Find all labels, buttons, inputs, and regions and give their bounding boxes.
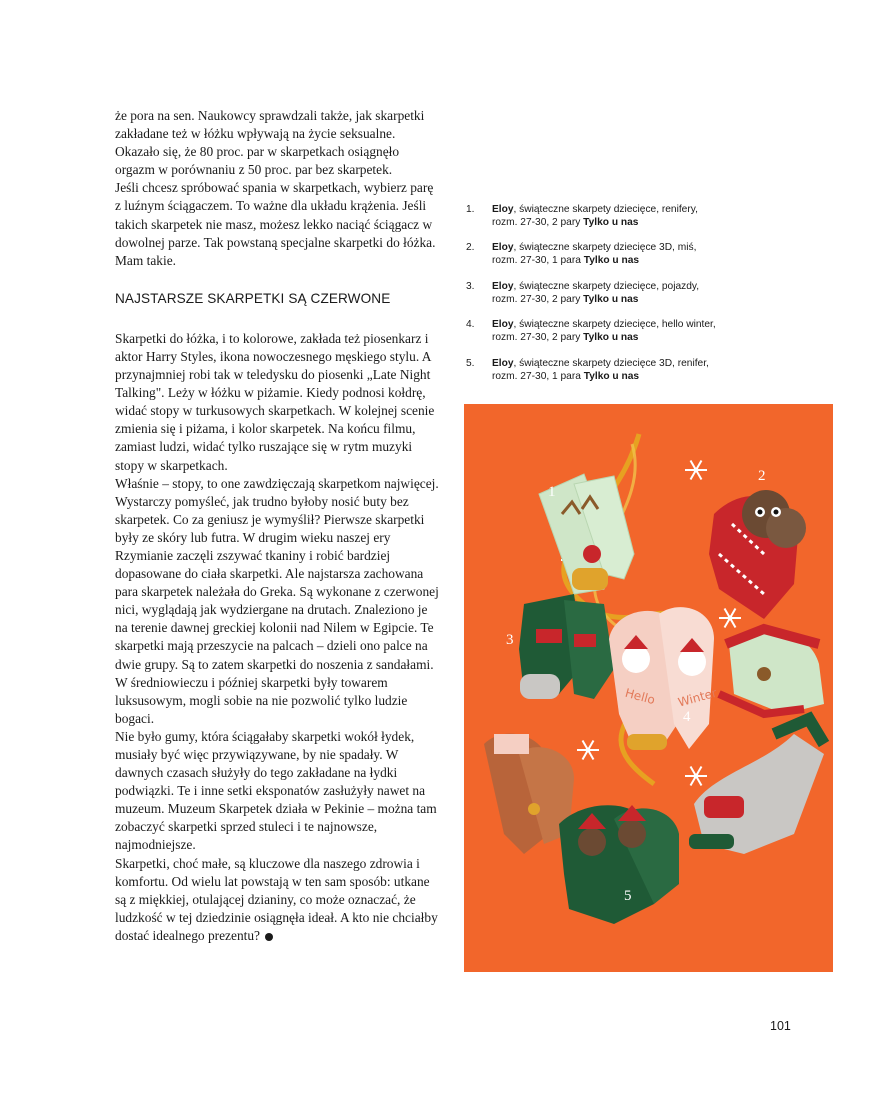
list-item-number: 5. (466, 357, 475, 369)
page-number: 101 (770, 1019, 791, 1033)
snowflake-icon (719, 609, 741, 628)
sock-pair-3 (519, 594, 614, 699)
list-item-text (492, 242, 696, 267)
photo-illustration (464, 404, 833, 972)
list-item-desc: , świąteczne skarpety dziecięce, hello winter, (513, 319, 716, 331)
list-item-brand: Eloy (492, 319, 514, 331)
sock-pair-5 (559, 805, 679, 924)
list-item-desc: , świąteczne skarpety dziecięce, pojazdy, (513, 280, 700, 292)
list-item-text (492, 358, 709, 383)
article-paragraph: że pora na sen. Naukowcy sprawdzali także, jak skarpetki zakładane też w łóżku wpływają na życie seksualne. Okazało się, że 80 proc. par w skarpetkach osiągnęło orgazm w porównaniu z 50 proc. par bez skarpetek. (115, 108, 425, 178)
list-item-brand: Eloy (492, 357, 514, 369)
article-paragraph-last (115, 855, 440, 945)
list-item-tag: Tylko u nas (583, 216, 639, 228)
list-item-tag: Tylko u nas (583, 332, 639, 344)
photo-label-1: 1 (548, 484, 556, 500)
snowflake-icon (577, 741, 599, 760)
list-item-text (492, 204, 698, 229)
list-item (466, 319, 766, 344)
list-item-brand: Eloy (492, 280, 514, 292)
sock-pair-8 (689, 719, 824, 854)
sock-text: Hello (623, 685, 657, 708)
photo-label-4: 4 (683, 709, 691, 725)
list-item (466, 281, 766, 306)
sock-text: Winter (676, 685, 719, 710)
list-item-number: 2. (466, 242, 475, 254)
product-list (466, 204, 766, 396)
list-item (466, 204, 766, 229)
list-item-size: rozm. 27-30, 1 para (492, 370, 584, 382)
list-item-size: rozm. 27-30, 2 pary (492, 332, 584, 344)
list-item-size: rozm. 27-30, 1 para (492, 255, 584, 267)
section-heading: NAJSTARSZE SKARPETKI SĄ CZERWONE (115, 290, 391, 306)
list-item-number: 4. (466, 319, 475, 331)
snowflake-icon (685, 767, 707, 786)
article-paragraph: Właśnie – stopy, to one zawdzięczają skarpetkom najwięcej. Wystarczy pomyśleć, jak trudno byłoby nosić buty bez skarpetek. Co za geniusz je wymyślił? Pierwsze skarpetki były ze skóry lub futra. W drugim wieku naszej ery Rzymianie zaczęli zszywać tkaniny i robić bardziej dopasowane do ciała skarpetki. Ale najstarsza zachowana para skarpetek należała do Greka. Są wykonane z czerwonej nici, wyglądają jak wydziergane na drutach. Znaleziono je na terenie dawnej greckiej kolonii nad Nilem w Egipcie. Te skarpetki mają przeszycie na palcach – dzieli ono palce na dwie grupy. Są to zatem skarpetki do noszenia z sandałami. W średniowieczu i później skarpetki były towarem luksusowym, mogli sobie na nie pozwolić tylko ludzie bogaci. (115, 475, 439, 726)
photo-label-5: 5 (624, 888, 632, 904)
article-paragraph: Jeśli chcesz spróbować spania w skarpetkach, wybierz parę z luźnym ściągaczem. To ważne dla układu krążenia. Jeśli takich skarpetek nie masz, możesz lekko naciąć ściągacz w dowolnej parze. Tak powstaną specjalne skarpetki do łóżka. Mam takie. (115, 180, 436, 268)
article-paragraph: Skarpetki do łóżka, i to kolorowe, zakłada też piosenkarz i aktor Harry Styles, ikona nowoczesnego męskiego stylu. A przynajmniej robi tak w teledysku do piosenki „Late Night Talking". Leży w łóżku w piżamie. Kiedy podnosi kołdrę, widać stopy w turkusowych skarpetkach. W kolejnej scenie zmienia się i piżama, i kolor skarpetek. Na końcu filmu, zamiast ludzi, widać tylko ruszające się w rytm muzyki stopy w skarpetkach. (115, 330, 435, 473)
list-item-text (492, 281, 699, 306)
list-item-brand: Eloy (492, 204, 514, 215)
list-item-desc: , świąteczne skarpety dziecięce, renifery, (513, 204, 698, 215)
snowflake-icon (685, 461, 707, 480)
list-item-brand: Eloy (492, 242, 514, 254)
sock-pair-6 (719, 629, 824, 714)
list-item-size: rozm. 27-30, 2 pary (492, 293, 584, 305)
list-item-tag: Tylko u nas (583, 370, 640, 382)
list-item-desc: , świąteczne skarpety dziecięce 3D, renifer, (513, 357, 709, 369)
photo-label-3: 3 (506, 632, 514, 648)
list-item (466, 242, 766, 267)
list-item (466, 358, 766, 383)
end-mark-icon (265, 933, 273, 941)
article-paragraph: Nie było gumy, która ściągałaby skarpetki wokół łydek, musiały być więc przywiązywane, by nie spadały. W dawnych czasach służyły do tego zakładane na łydki podwiązki. Te i inne setki eksponatów zasłużyły nawet na muzeum. Muzeum Skarpetek działa w Pekinie – można tam zobaczyć skarpetki sprzed stuleci i te najnowsze, najmodniejsze. (115, 728, 437, 853)
article-paragraph-text: Skarpetki, choć małe, są kluczowe dla naszego zdrowia i komfortu. Od wielu lat powstają w ten sam sposób: utkane są z miękkiej, otulającej dzianiny, co może oznaczać, że ludzkość w tej dziedzinie osiągnęła ideał. A kto nie chciałby dostać idealnego prezentu? (115, 855, 438, 943)
list-item-tag: Tylko u nas (583, 293, 639, 305)
photo-label-2: 2 (758, 468, 766, 484)
sock-pair-4 (609, 607, 718, 750)
sock-pair-2 (709, 490, 806, 619)
list-item-number: 1. (466, 204, 475, 215)
list-item-number: 3. (466, 280, 475, 292)
list-item-text (492, 319, 716, 344)
list-item-size: rozm. 27-30, 2 pary (492, 216, 584, 228)
article-column (115, 107, 440, 945)
product-photo (464, 404, 833, 972)
list-item-desc: , świąteczne skarpety dziecięce 3D, miś, (513, 242, 697, 254)
list-item-tag: Tylko u nas (583, 255, 640, 267)
